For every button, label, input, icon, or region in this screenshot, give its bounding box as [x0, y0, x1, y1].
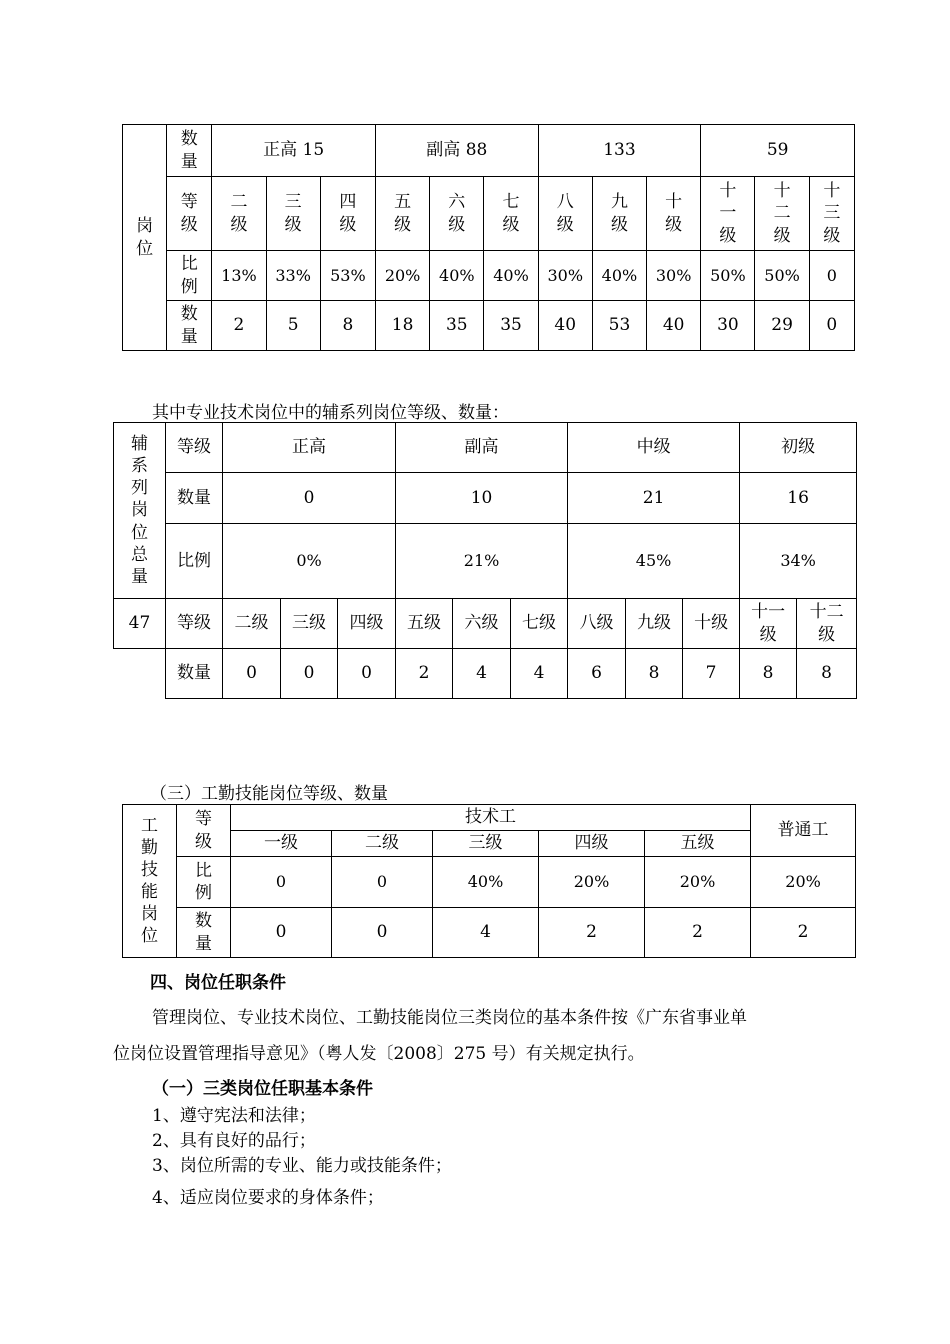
aux-level-ratio: 0%	[223, 524, 396, 599]
tech-grade: 四级	[539, 831, 645, 857]
ratio-cell: 53%	[320, 251, 375, 301]
section4-paragraph-line2: 位岗位设置管理指导意见》（粤人发〔2008〕275 号）有关规定执行。	[113, 1044, 645, 1064]
worker-count: 2	[539, 908, 645, 958]
ratio-cell: 13%	[212, 251, 266, 301]
tech-grade: 五级	[645, 831, 751, 857]
aux-grade: 二级	[223, 599, 281, 649]
aux-count-label: 数量	[166, 473, 223, 524]
worker-ratio: 20%	[751, 857, 856, 908]
aux-grade: 九级	[626, 599, 683, 649]
aux-total: 47	[114, 599, 166, 649]
count-cell: 18	[376, 301, 430, 351]
aux-level-label: 等级	[166, 423, 223, 473]
grade-cell: 十 级	[647, 177, 701, 251]
worker-ratio: 0	[332, 857, 433, 908]
group-senior: 正高 15	[212, 125, 376, 177]
ratio-cell: 40%	[592, 251, 646, 301]
condition-item-2: 2、具有良好的品行；	[152, 1131, 316, 1151]
group-junior: 59	[701, 125, 855, 177]
aux-grade-count: 2	[396, 649, 453, 699]
grade-cell: 十 二 级	[755, 177, 809, 251]
aux-level: 初级	[740, 423, 857, 473]
aux-grade-count: 0	[281, 649, 338, 699]
worker-count: 0	[231, 908, 332, 958]
aux-grade: 七级	[511, 599, 568, 649]
section3-title: （三）工勤技能岗位等级、数量	[150, 784, 388, 804]
ratio-cell: 50%	[755, 251, 809, 301]
count-cell: 35	[484, 301, 538, 351]
aux-grade: 十二 级	[797, 599, 857, 649]
grade-cell: 七 级	[484, 177, 538, 251]
aux-level-count: 10	[396, 473, 568, 524]
count-cell: 53	[592, 301, 646, 351]
count-cell: 29	[755, 301, 809, 351]
grade-cell: 十 一 级	[701, 177, 755, 251]
worker-count: 0	[332, 908, 433, 958]
worker-count: 4	[433, 908, 539, 958]
condition-item-3: 3、岗位所需的专业、能力或技能条件；	[152, 1156, 452, 1176]
grade-cell: 六 级	[430, 177, 484, 251]
count-cell: 2	[212, 301, 266, 351]
aux-grade-count: 4	[453, 649, 511, 699]
worker-count: 2	[751, 908, 856, 958]
grade-cell: 十 三 级	[809, 177, 854, 251]
section4-heading: 四、岗位任职条件	[150, 973, 286, 993]
count-cell: 5	[266, 301, 320, 351]
count-cell: 30	[701, 301, 755, 351]
post-side-label: 岗 位	[123, 125, 167, 351]
count-cell: 8	[320, 301, 375, 351]
worker-ratio: 40%	[433, 857, 539, 908]
aux-level-ratio: 45%	[568, 524, 740, 599]
group-vice-senior: 副高 88	[376, 125, 539, 177]
grade-cell: 四 级	[320, 177, 375, 251]
ratio-cell: 50%	[701, 251, 755, 301]
grade-cell: 二 级	[212, 177, 266, 251]
aux-grade-count: 7	[683, 649, 740, 699]
aux-grade-count: 0	[338, 649, 396, 699]
aux-grade: 十一 级	[740, 599, 797, 649]
ratio-cell: 40%	[484, 251, 538, 301]
auxiliary-series-table	[113, 422, 857, 699]
aux-level: 正高	[223, 423, 396, 473]
aux-grade-count: 0	[223, 649, 281, 699]
tech-worker-header: 技术工	[231, 805, 751, 831]
aux-level-count: 16	[740, 473, 857, 524]
aux-level-ratio: 21%	[396, 524, 568, 599]
aux-grade-count: 8	[626, 649, 683, 699]
count-cell: 0	[809, 301, 854, 351]
worker-count: 2	[645, 908, 751, 958]
condition-item-1: 1、遵守宪法和法律；	[152, 1106, 316, 1126]
count-cell: 35	[430, 301, 484, 351]
aux-grade: 八级	[568, 599, 626, 649]
grade-cell: 八 级	[538, 177, 592, 251]
worker-ratio: 20%	[645, 857, 751, 908]
ratio-cell: 30%	[647, 251, 701, 301]
post-grade-table	[122, 124, 855, 351]
worker-skill-table	[122, 804, 856, 958]
worker-count-label: 数 量	[177, 908, 231, 958]
aux-grade: 六级	[453, 599, 511, 649]
row-label-ratio: 比 例	[167, 251, 212, 301]
aux-ratio-label: 比例	[166, 524, 223, 599]
worker-side-label: 工 勤 技 能 岗 位	[123, 805, 177, 958]
tech-grade: 一级	[231, 831, 332, 857]
section4-paragraph-line1: 管理岗位、专业技术岗位、工勤技能岗位三类岗位的基本条件按《广东省事业单	[152, 1008, 747, 1028]
general-worker-header: 普通工	[751, 805, 856, 857]
aux-grade-count: 8	[797, 649, 857, 699]
row-label-grade: 等 级	[167, 177, 212, 251]
aux-level-count: 21	[568, 473, 740, 524]
worker-grade-label: 等 级	[177, 805, 231, 857]
aux-level-count: 0	[223, 473, 396, 524]
aux-grade-label: 等级	[166, 599, 223, 649]
aux-grade: 三级	[281, 599, 338, 649]
ratio-cell: 20%	[376, 251, 430, 301]
worker-ratio-label: 比 例	[177, 857, 231, 908]
aux-side-label: 辅 系 列 岗 位 总 量	[114, 423, 166, 599]
grade-cell: 三 级	[266, 177, 320, 251]
worker-ratio: 20%	[539, 857, 645, 908]
aux-grade: 四级	[338, 599, 396, 649]
auxiliary-intro: 其中专业技术岗位中的辅系列岗位等级、数量：	[152, 403, 509, 423]
tech-grade: 三级	[433, 831, 539, 857]
tech-grade: 二级	[332, 831, 433, 857]
condition-item-4: 4、适应岗位要求的身体条件；	[152, 1188, 384, 1208]
worker-ratio: 0	[231, 857, 332, 908]
aux-grade-count: 8	[740, 649, 797, 699]
aux-level: 副高	[396, 423, 568, 473]
aux-grade-count-label: 数量	[166, 649, 223, 699]
aux-grade-count: 4	[511, 649, 568, 699]
ratio-cell: 0	[809, 251, 854, 301]
grade-cell: 九 级	[592, 177, 646, 251]
aux-grade: 五级	[396, 599, 453, 649]
row-label-quantity: 数 量	[167, 125, 212, 177]
ratio-cell: 40%	[430, 251, 484, 301]
count-cell: 40	[647, 301, 701, 351]
ratio-cell: 30%	[538, 251, 592, 301]
group-middle: 133	[538, 125, 701, 177]
row-label-count: 数 量	[167, 301, 212, 351]
aux-blank-cell	[114, 649, 166, 699]
ratio-cell: 33%	[266, 251, 320, 301]
aux-level-ratio: 34%	[740, 524, 857, 599]
count-cell: 40	[538, 301, 592, 351]
grade-cell: 五 级	[376, 177, 430, 251]
aux-level: 中级	[568, 423, 740, 473]
aux-grade-count: 6	[568, 649, 626, 699]
aux-grade: 十级	[683, 599, 740, 649]
section4-subheading: （一）三类岗位任职基本条件	[152, 1079, 373, 1099]
